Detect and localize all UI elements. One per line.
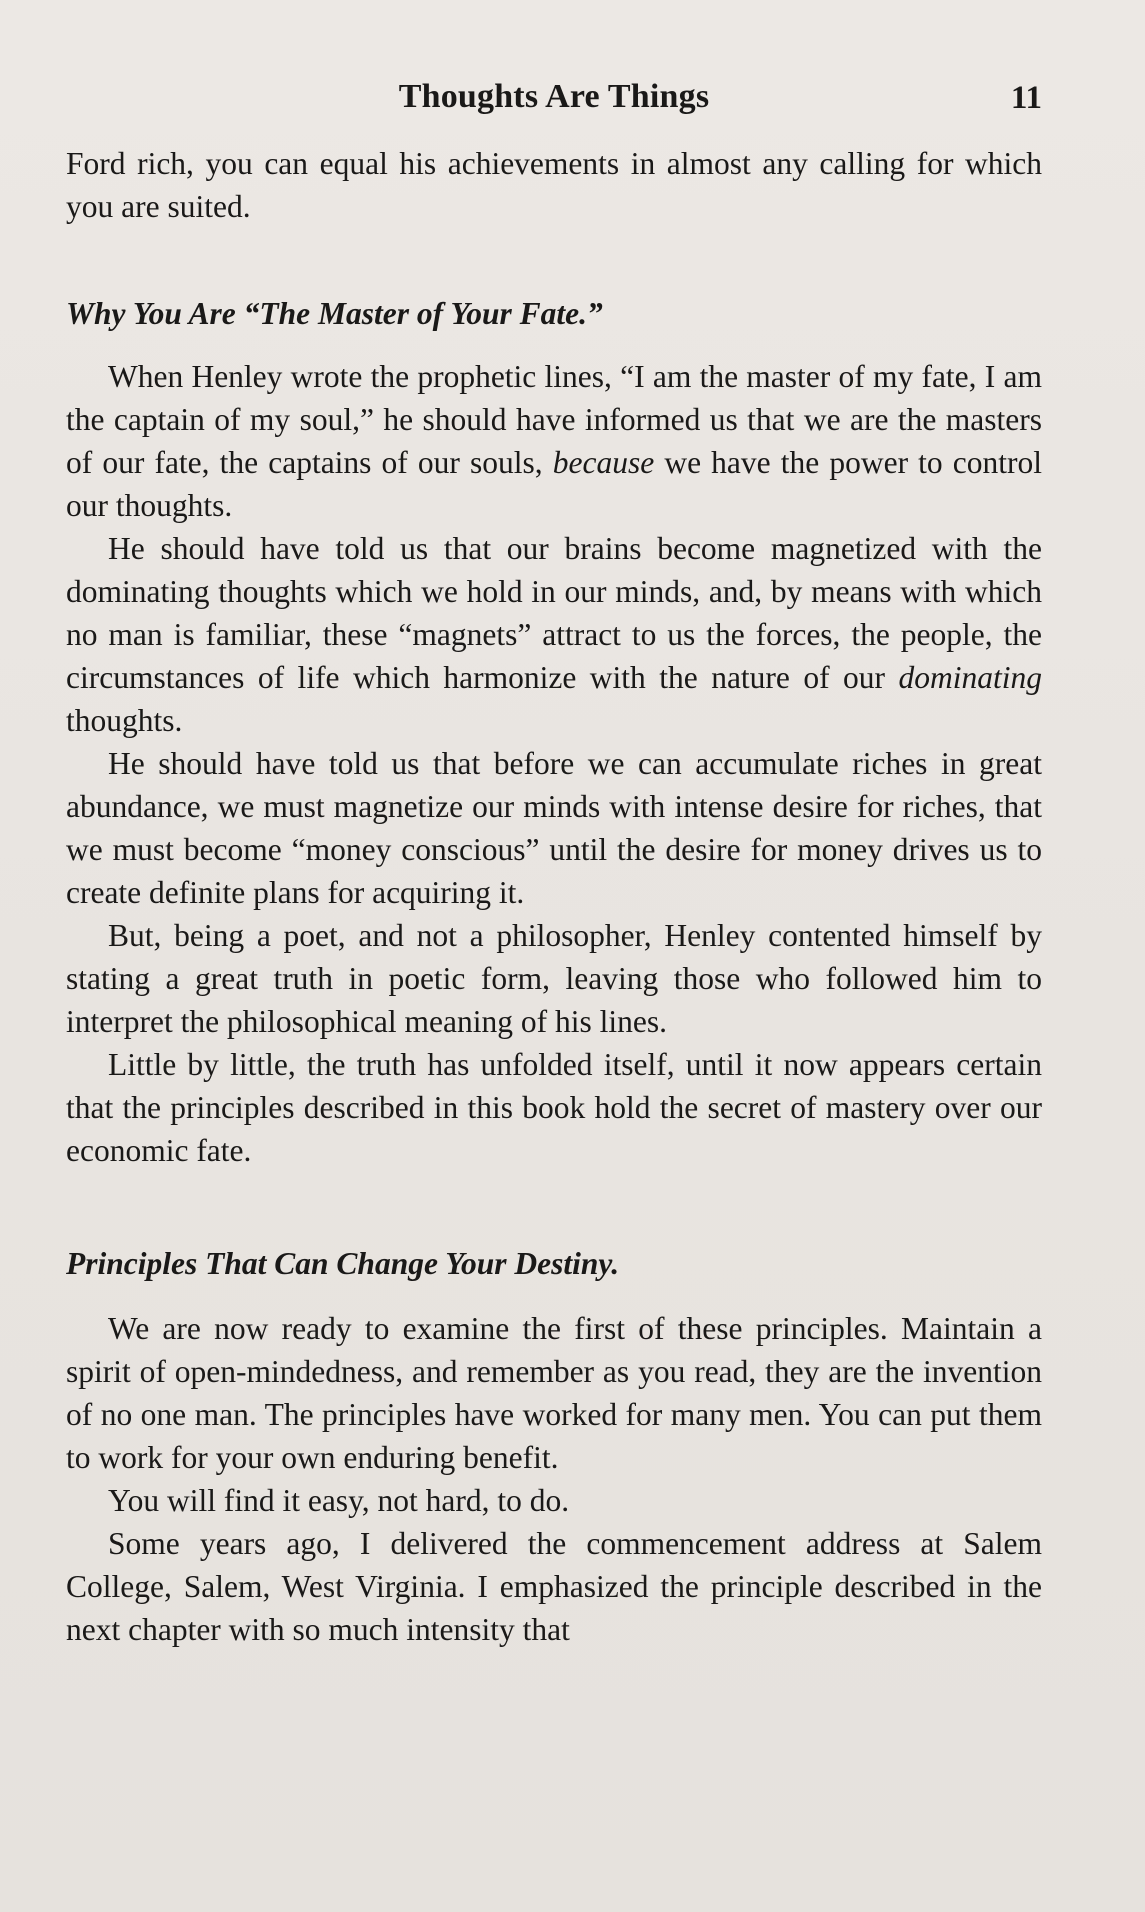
paragraph-text: He should have told us that our brains become magnetized with the dominating thoughts which we hold in our minds, and, by means with which no man is familiar, these “magnets” attract to us the forces, the people, the circumstances of life which harmonize with the nature of our <box>66 531 1042 695</box>
paragraph-easy: You will find it easy, not hard, to do. <box>108 1483 570 1518</box>
paragraph-poet: But, being a poet, and not a philosopher, Henley contented himself by stating a great truth in poetic form, leaving those who followed him to interpret the philosophical meaning of his lines. <box>66 918 1042 1039</box>
emphasis-because: because <box>552 445 655 480</box>
running-title: Thoughts Are Things <box>398 78 710 115</box>
paragraph-text: we have the power to control our thoughts. <box>66 445 1043 523</box>
page-number: 11 <box>1010 80 1042 116</box>
paragraph-salem-college: Some years ago, I delivered the commencement address at Salem College, Salem, West Virginia. I emphasized the principle described in the next chapter with so much intensity that <box>66 1526 1042 1647</box>
paragraph-money-conscious: He should have told us that before we can accumulate riches in great abundance, we must magnetize our minds with intense desire for riches, that we must become “money conscious” until the desire for money drives us to create definite plans for acquiring it. <box>66 746 1042 910</box>
section-heading-master-of-fate: Why You Are “The Master of Your Fate.” <box>66 296 603 331</box>
paragraph-truth-unfolded: Little by little, the truth has unfolded itself, until it now appears certain that the principles described in this book hold the secret of mastery over our economic fate. <box>66 1047 1042 1168</box>
section-heading-principles: Principles That Can Change Your Destiny. <box>66 1246 620 1281</box>
paragraph-henley-lines <box>66 355 1042 527</box>
paragraph-examine-principles: We are now ready to examine the first of these principles. Maintain a spirit of open-mindedness, and remember as you read, they are the invention of no one man. The principles have worked for many men. You can put them to work for your own enduring benefit. <box>66 1311 1042 1475</box>
continuation-paragraph: Ford rich, you can equal his achievements in almost any calling for which you are suited. <box>66 146 1042 224</box>
paragraph-text: thoughts. <box>66 703 183 738</box>
paragraph-magnetized-brains <box>66 527 1042 742</box>
page-body <box>66 142 1042 1651</box>
running-head <box>66 78 1042 128</box>
paragraph-text: When Henley wrote the prophetic lines, “I am the master of my fate, I am the captain of my soul,” he should have informed us that we are the masters of our fate, the captains of our souls, <box>66 359 1042 480</box>
emphasis-dominating: dominating <box>898 660 1042 695</box>
